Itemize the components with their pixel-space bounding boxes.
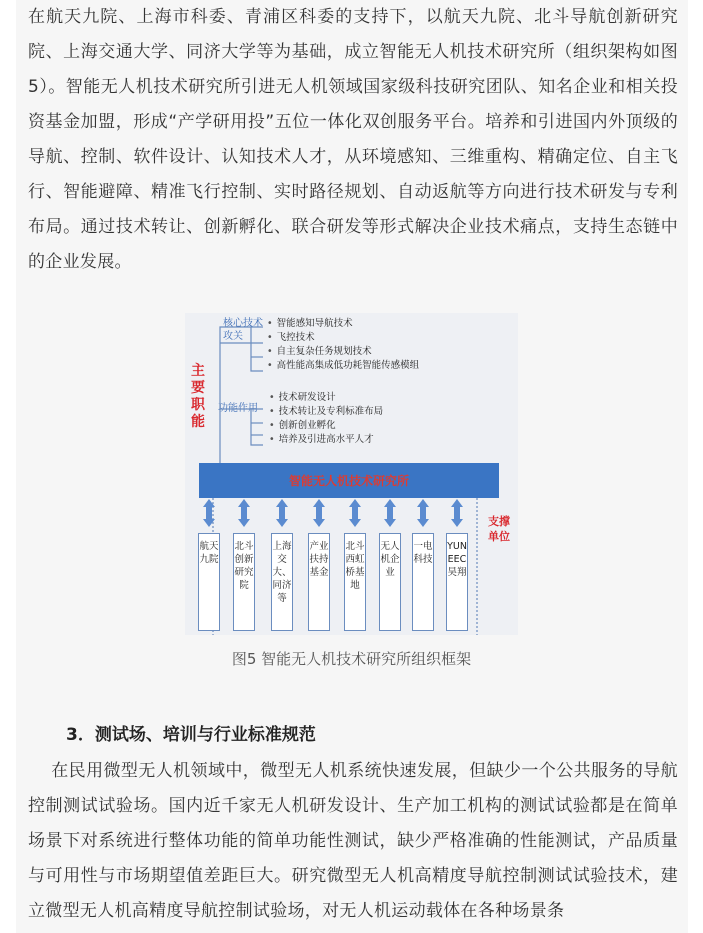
core-tech-label: 核心技术攻关	[223, 318, 263, 342]
list-item: • 飞控技术	[267, 332, 315, 343]
unit-box: 产业扶持基金	[308, 533, 330, 631]
list-item: • 自主复杂任务规划技术	[267, 346, 372, 357]
list-item: • 培养及引进高水平人才	[269, 434, 374, 445]
function-label: 功能作用	[218, 403, 258, 414]
intro-paragraph: 在航天九院、上海市科委、青浦区科委的支持下，以航天九院、北斗导航创新研究院、上海交通大学、同济大学等为基础，成立智能无人机技术研究所（组织架构如图5）。智能无人机技术研究所引进无人机领域国家级科技研究团队、知名企业和相关投资基金加盟，形成“产学研用投”五位一体化双创服务平台。培养和引进国内外顶级的导航、控制、软件设计、认知技术人才，从环境感知、三维重构、精确定位、自主飞行、智能避障、精准飞行控制、实时路径规划、自动返航等方向进行技术研发与专利布局。通过技术转让、创新孵化、联合研发等形式解决企业技术痛点，支持生态链中的企业发展。	[28, 7, 678, 272]
list-item: • 智能感知导航技术	[267, 318, 353, 329]
double-arrows	[203, 499, 463, 527]
list-item: • 创新创业孵化	[269, 420, 336, 431]
support-units-label: 支撑单位	[488, 515, 510, 543]
org-chart-figure	[185, 313, 518, 635]
list-item: • 技术转让及专利标准布局	[269, 406, 384, 417]
unit-box: 北斗创新研究院	[233, 533, 255, 631]
section-heading: 3．测试场、培训与行业标准规范	[66, 725, 316, 745]
unit-box: 一电科技	[412, 533, 434, 631]
unit-box: 上海交大、同济等	[271, 533, 293, 631]
figure-caption: 图5 智能无人机技术研究所组织框架	[231, 650, 472, 668]
unit-box: 北斗西虹桥基地	[344, 533, 366, 631]
body-paragraph: 在民用微型无人机领域中，微型无人机系统快速发展，但缺少一个公共服务的导航控制测试试验场。国内近千家无人机研发设计、生产加工机构的测试试验都是在简单场景下对系统进行整体功能的简单功能性测试，缺少严格准确的性能测试，产品质量与可用性与市场期望值差距巨大。研究微型无人机高精度导航控制测试试验技术，建立微型无人机高精度导航控制试验场，对无人机运动载体在各种场景条	[28, 761, 678, 921]
unit-box: 无人机企业	[379, 533, 401, 631]
institute-bar: 智能无人机技术研究所	[199, 463, 499, 498]
list-item: • 技术研发设计	[269, 392, 336, 403]
unit-box: YUNEEC昊翔	[446, 533, 468, 631]
list-item: • 高性能高集成低功耗智能传感模组	[267, 360, 420, 371]
unit-box: 航天九院	[198, 533, 220, 631]
main-functions-label: 主要职能	[191, 363, 205, 430]
